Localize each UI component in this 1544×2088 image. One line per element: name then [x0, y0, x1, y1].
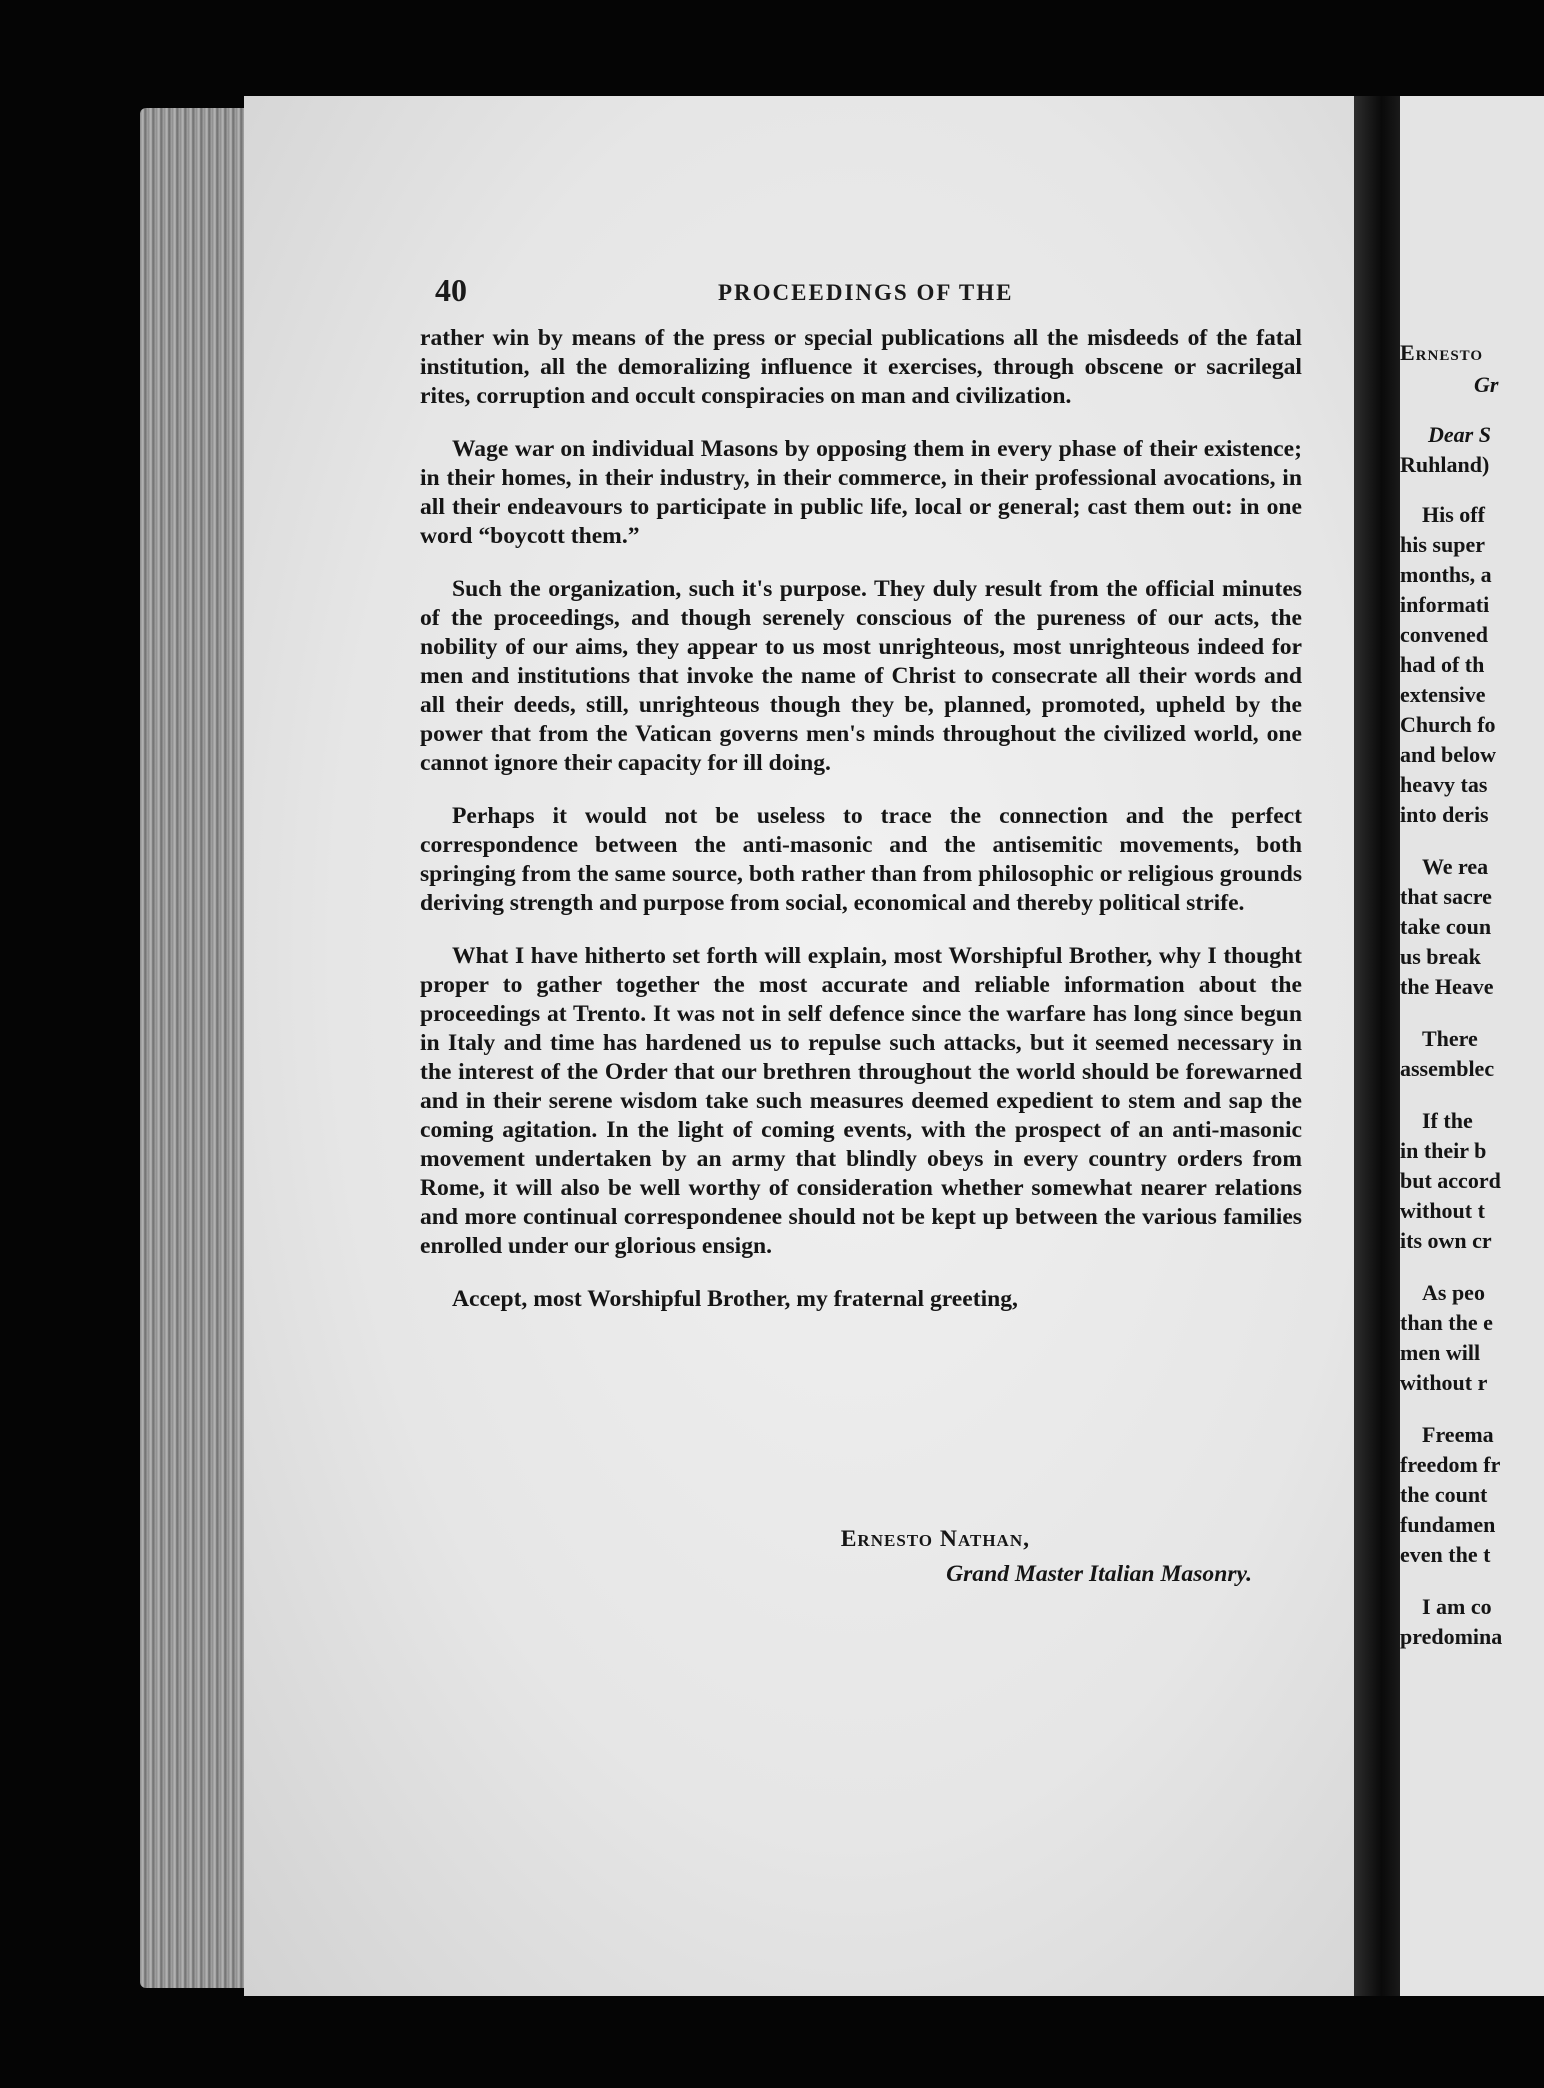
book-gutter — [1354, 96, 1400, 1996]
paragraph: Such the organization, such it's purpose. They duly result from the official minutes of the proceedings, and though serenely conscious of the pureness of our acts, the nobility of our aims, they appear to us most unrighteous, most unrighteous indeed for men and institutions that invoke the name of Christ to consecrate all their words and all their deeds, still, unrighteous though they be, planned, promoted, upheld by the power that from the Vatican governs men's minds throughout the civilized world, one cannot ignore their capacity for ill doing. — [420, 576, 1302, 776]
right-page-line: months, a — [1400, 562, 1492, 587]
right-page-line: take coun — [1400, 914, 1492, 939]
right-page-line: the Heave — [1400, 974, 1494, 999]
right-page-line: extensive — [1400, 682, 1486, 707]
right-page-line: but accord — [1400, 1168, 1501, 1193]
body-text — [420, 324, 1302, 1338]
page-number: 40 — [435, 272, 467, 308]
paragraph: Perhaps it would not be useless to trace the connection and the perfect correspondence between the anti-masonic and the antisemitic movements, both springing from the same source, both rather than from philosophic or religious grounds deriving strength and purpose from social, economical and thereby political strife. — [420, 803, 1302, 916]
right-page-line: and below — [1400, 742, 1496, 767]
right-page-line: predomina — [1400, 1624, 1503, 1649]
paragraph: Wage war on individual Masons by opposing them in every phase of their existence; in their homes, in their industry, in their commerce, in their professional avocations, in all their endeavours to participate in public life, local or general; cast them out: in one word “boycott them.” — [420, 436, 1302, 549]
right-page-line: its own cr — [1400, 1228, 1492, 1253]
right-page-line: even the t — [1400, 1542, 1491, 1567]
right-page-line: into deris — [1400, 802, 1489, 827]
paragraph: rather win by means of the press or special publications all the misdeeds of the fatal institution, all the demoralizing influence it exercises, through obscene or sacrilegal rites, corruption and occult conspiracies on man and civilization. — [420, 325, 1302, 409]
closing-line: Accept, most Worshipful Brother, my fraternal greeting, — [452, 1286, 1018, 1312]
right-page-line: As peo — [1422, 1280, 1485, 1305]
paragraph: What I have hitherto set forth will explain, most Worshipful Brother, why I thought proper to gather together the most accurate and reliable information about the proceedings at Trento. It was not in self defence since the warfare has long since begun in Italy and time has hardened us to repulse such attacks, but it seemed necessary in the interest of the Order that our brethren throughout the world should be forewarned and in their serene wisdom take such measures deemed expedient to stem and sap the coming agitation. In the light of coming events, with the prospect of an anti-masonic movement undertaken by an army that blindly obeys in every country orders from Rome, it will also be well worthy of consideration whether somewhat nearer relations and more continual correspondenee should not be kept up between the various families enrolled under our glorious ensign. — [420, 943, 1302, 1259]
right-page-line: Ruhland) — [1400, 452, 1490, 477]
right-page-line: If the — [1422, 1108, 1473, 1133]
right-page-line: his super — [1400, 532, 1485, 557]
right-page-line: We rea — [1422, 854, 1489, 879]
right-page-line: There — [1422, 1026, 1478, 1051]
right-page-line: Church fo — [1400, 712, 1496, 737]
right-page-line: I am co — [1422, 1594, 1492, 1619]
right-page-line: men will — [1400, 1340, 1481, 1365]
signature-name: Ernesto Nathan, — [840, 1526, 1030, 1552]
right-page-line: than the e — [1400, 1310, 1493, 1335]
right-page-line: convened — [1400, 622, 1488, 647]
right-page-line: without r — [1400, 1370, 1488, 1395]
signature-title: Grand Master Italian Masonry. — [946, 1561, 1252, 1587]
right-page-line: Ernesto — [1400, 340, 1484, 365]
right-page-line: had of th — [1400, 652, 1485, 677]
right-page-line: Gr — [1474, 372, 1499, 397]
right-page-line: assemblec — [1400, 1056, 1495, 1081]
right-page-line: the count — [1400, 1482, 1488, 1507]
right-page-line: fundamen — [1400, 1512, 1496, 1537]
right-page — [1400, 96, 1544, 1996]
right-page-line: freedom fr — [1400, 1452, 1501, 1477]
right-page-line: us break — [1400, 944, 1481, 969]
right-page-line: without t — [1400, 1198, 1485, 1223]
right-page-line: Dear S — [1428, 422, 1491, 447]
right-page-line: informati — [1400, 592, 1490, 617]
right-page-line: that sacre — [1400, 884, 1492, 909]
right-page-line: His off — [1422, 502, 1485, 527]
right-page-line: in their b — [1400, 1138, 1487, 1163]
page-header — [435, 272, 1295, 312]
running-head: PROCEEDINGS OF THE — [718, 280, 1014, 305]
right-page-line: heavy tas — [1400, 772, 1488, 797]
right-page-line: Freema — [1422, 1422, 1494, 1447]
book-page-edges — [140, 108, 252, 1988]
